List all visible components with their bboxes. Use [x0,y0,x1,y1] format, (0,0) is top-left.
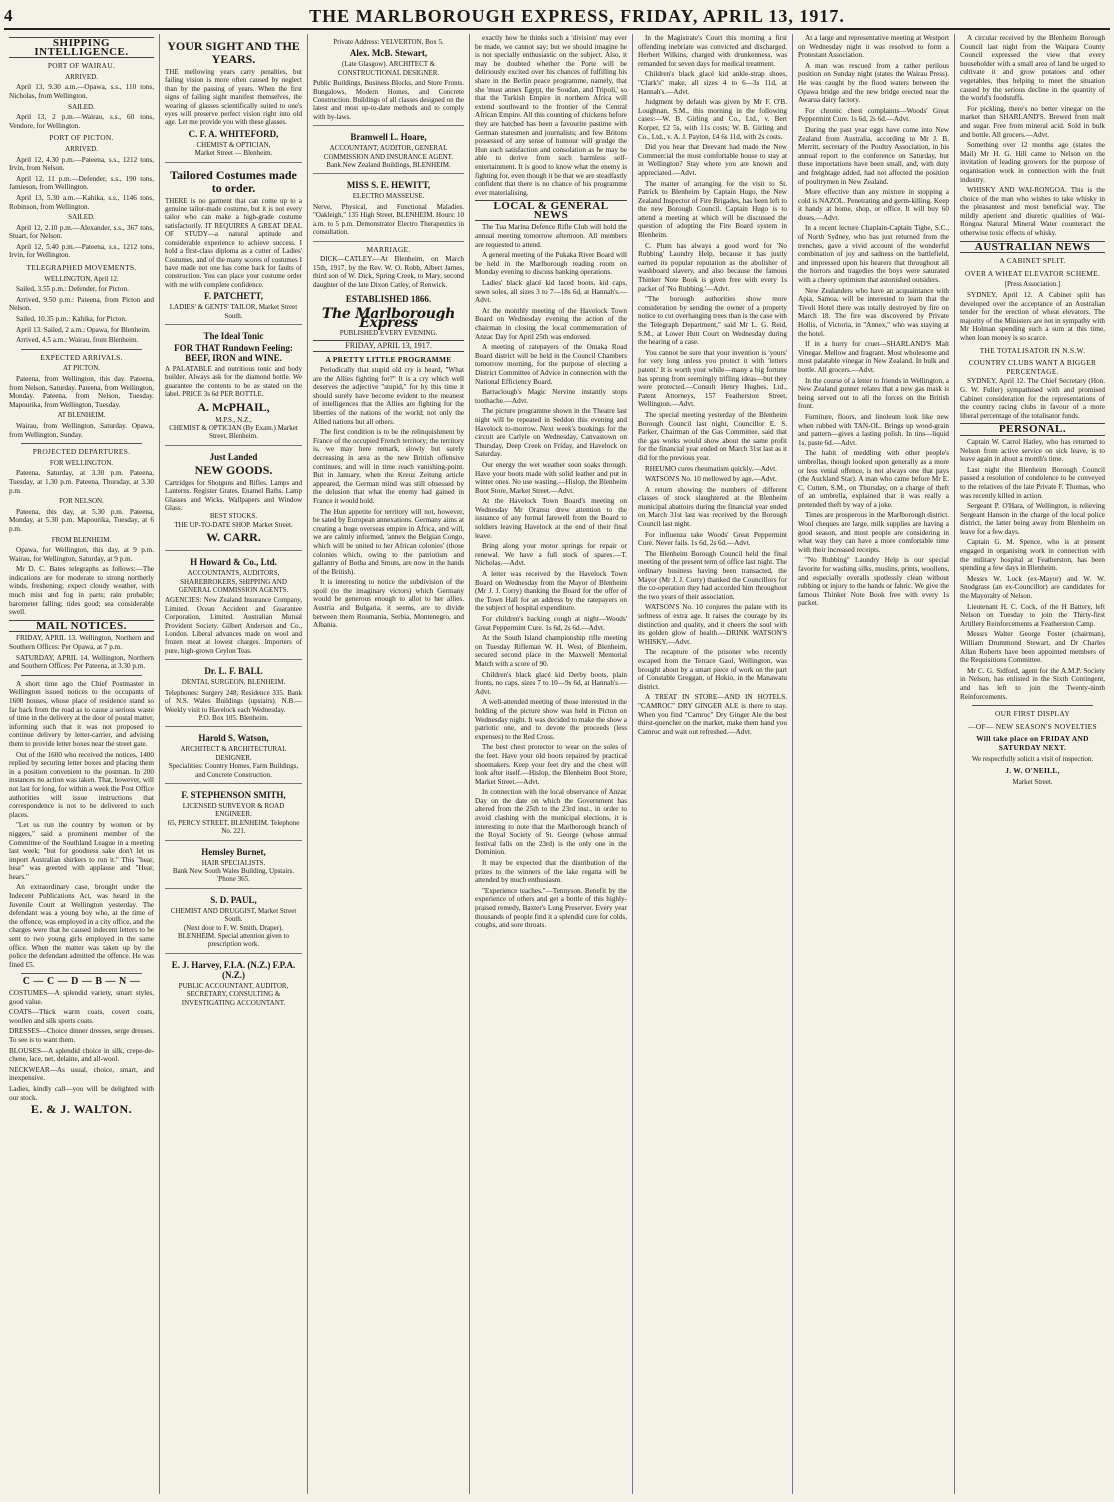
news-item: You cannot be sure that your invention is 'yours' for very long unless you protect it with 'letters patent.' It is worth your while—many a big fortune has sprung from seemingly trifling ideas—but they were protected.—Consult Henry Hughes, Ltd., Patent Attorneys, 157 Featherston Street, Wellington.—Advt. [638,348,787,409]
ad-harvey [165,954,302,1011]
ad-smith [165,784,302,841]
ad-headline: NEW GOODS. [194,462,273,477]
news-item: The picture programme shown in the Theatre last night will be repeated in Seddon this evening and Havelock to-morrow. Next week's bookings for the circuit are Carlyle on Wednesday, Canvastown on Thursday, Deep Creek on Friday, and Havelock on Saturday. [475,407,627,459]
news-item: Ladies' black glacé kid laced boots, kid caps, sewn soles, all sizes 3 to 7—18s 6d, at Hannah's.—Advt. [475,279,627,305]
news-item: For influenza take Woods' Great Peppermint Cure. Never fails. 1s 6d, 2s 6d.—Advt. [638,530,787,548]
news-item: The best chest protector to wear on the soles of the feet. Have your old boots repaired by practical shoemakers. Keep your feet dry and the chest will look after itself.—Hislop, the Blenheim Boot Store, Market Street.—Advt. [475,743,627,786]
news-item: The Blenheim Borough Council held the final meeting of the present term of office last night. The ordinary business having been transacted, the Mayor (Mr J. J. Corry) thanked the Councillors for the co-operation they had accorded him throughout the two years of their association. [638,549,787,601]
subheading: AT BLENHEIM. [57,411,106,420]
news-item: C. Plum has always a good word for 'No Rubbing' Laundry Help, because it has justly earned its popular reputation as the abolisher of washboard slavery, and also because the famous Thinker Note Book is given free with every 1s packet of 'No Rubbing.'—Advt. [638,241,787,293]
ad-watson [165,727,302,784]
page-number: 4 [4,6,13,25]
telegraph-entry: Arrived, 4.5 a.m.: Wairau, from Blenheim. [16,336,139,345]
ad-line: Private Address: YELVERTON, Box 5. [333,38,444,46]
story-headline: THE TOTALISATOR IN N.S.W. [979,345,1086,355]
news-item: During the past year eggs have come into New Zealand from Australia, according to Mr J. B. Merritt, secretary of the Poultry Association, in his annual report to the conference on Saturday, but these importations have been small, and, with duty and freightage added, had not affected the position of poultrymen in New Zealand. [798,125,949,186]
arrived-label: ARRIVED. [65,144,98,153]
news-item: The special meeting yesterday of the Blenheim Borough Council last night, Councillor E. S. Parker, Chairman of the Gas Committee, said that the gas works would show about the same profit for the financial year ended on March 31st last as it did for the previous year. [638,410,787,462]
ad-address: Market Street — Blenheim. [194,149,273,158]
news-item: SYDNEY, April 12. The Chief Secretary (Hon. G. W. Fuller) sympathised with and promised Cabinet consideration for the representations of the country racing clubs in favour of a more liberal percentage of the totalisator funds. [960,377,1105,420]
newspaper-nameplate: The Marlborough Express [321,306,456,331]
ad-title: Tailored Costumes made to order. [170,167,297,195]
ad-advertiser: W. CARR. [206,530,261,545]
news-item: A letter was received by the Havelock Town Board on Wednesday from the Mayor of Blenheim (Mr J. J. Corry) thanking the Board for the offer of the Town Hall for an address by the ratepayers on the subject of hospital expenditure. [475,570,627,613]
column-7 [955,34,1110,1494]
news-item: The matter of arranging for the visit to St. Patrick to Blenheim by Captain Hugo, the New Zealand Inspector of Fire Brigades, has been left to the new Borough Council. Captain Hugo is to attend a meeting at which will be discussed the question of adopting the Fire Board system in Blenheim. [638,179,787,240]
news-item: Did you hear that Deevant had made the New Commercial the most comfortable house to stay at in Wellington? Stay where you are known and appreciated.—Advt. [638,143,787,177]
news-item: Bring along your motor springs for repair or renewal. We have a full stock of spares.—T. Nicholas.—Advt. [475,542,627,568]
ad-ball [165,660,302,727]
news-item: Children's black glacé kid Derby boots, plain fronts, no caps, sizes 7 to 10—9s 6d, at Hannah's.—Advt. [475,670,627,696]
news-item: In a recent lecture Chaplain-Captain Tighe, S.C., of North Sydney, who has just returned from the trenches, gave a vivid account of the wonderful combination of joy and sadness on the battlefield, and impressed upon his hearers that throughout all the horrors and tragedies the boys were saturated with a cheery optimism that astonished outsiders. [798,224,949,285]
news-item: At the South Island championship rifle meeting on Tuesday Rifleman W. H. West, of Blenheim, secured second place in the Maxwell Memorial Match with a score of 90. [475,634,627,668]
news-item: "The borough authorities show more consideration by sending the owner of a property notice to cut overhanging trees than is the case with the Telegraph Department," said Mr L. G. Reid, S.M., at Lower Hutt Court on Wednesday during the hearing of a case. [638,295,787,347]
ad-subtitle: ELECTRO MASSEUSE. [352,192,425,201]
port-wairau-heading: PORT OF WAIRAU. [47,61,116,71]
sailed-label: SAILED. [68,213,95,222]
ad-subtitle: DENTAL SURGEON, BLENHEIM. [181,678,286,687]
expected-entry: Wairau, from Wellington, Saturday. Opawa, from Wellington, Sunday. [9,421,154,439]
ad-address: Market Street. [1012,777,1053,786]
ad-subtitle: ACCOUNTANT, AUDITOR, GENERAL COMMISSION AND INSURANCE AGENT. [323,144,454,161]
news-paragraph: A short time ago the Chief Postmaster in Wellington issued notices to the occupants of 1600 houses, whose place of residence stand so far back from the road as to cause a serious waste of time in the delivery at the door of postal matter, informing such that it was not proposed to continue delivery by letter-carrier, and advising them to provide letter boxes near the street gate. [9,679,154,748]
ad-text: THERE is no garment that can come up to a genuine tailor-made costume, but it is not every tailor who can make a high-grade costume satisfactorily. IT REQUIRES A GREAT DEAL OF STUDY—a natural aptitude and considerable experience to achieve success. I hold a first-class diploma as a cutter of Ladies' Costumes, and of the many scores of costumes I have made not one has come back for faults of construction. You can place your costume order with me with complete confidence. [165,196,302,289]
personal-item: Captain G. M. Spence, who is at present engaged in organising work in connection with the military hospital at Featherston, has been spending a few days in Blenheim. [960,538,1105,573]
marriage-notice: DICK—CATLEY.—At Blenheim, on March 15th, 1917, by the Rev. W. O. Robb, Albert James, third son of W. Dick, Spring Creek, to Mary, second daughter of the late Dixon Catley, of Renwick. [313,255,464,289]
departure-entry: Opawa, for Wellington, this day, at 9 p.m. Wairau, for Wellington, Saturday, at 9 p.m. [9,546,154,563]
ad-advertiser: J. W. O'NEILL, [1005,766,1060,776]
ad-advertiser: S. D. PAUL, [210,894,257,905]
ad-title: The Ideal Tonic [203,330,264,341]
personal-item: Last night the Blenheim Borough Council passed a resolution of condolence to be conveyed to the relatives of the late Private F. Thomas, who was recently killed in action. [960,465,1105,500]
news-item: At the monthly meeting of the Havelock Town Board on Wednesday evening the action of the chairman in closing the local commemoration of Anzac Day for April 25th was endorsed. [475,306,627,341]
ad-address: P.O. Box 105. Blenheim. [198,713,269,722]
ad-text: Specialities: Country Homes, Farm Buildings, and Concrete Construction. [168,762,299,779]
telegraph-entry: Sailed, 3.55 p.m.: Defender, for Picton. [16,285,129,294]
personal-item: Messrs Walter George Foster (chairman), William Drummond Stewart, and Dr Charles Allan Roberts have been appointed members of the Requisitions Committee. [960,630,1105,665]
telegraph-entry: Arrived, 9.50 p.m.: Pateena, from Picton and Nelson. [9,295,154,313]
news-item: In the Magistrate's Court this morning a first offending inebriate was convicted and discharged. Herbert Wilkins, charged with drunkenness, was remanded for seven days for medical treatment. [638,34,787,68]
arrival-entry: April 12, 11 p.m.—Defender, s.s., 190 tons, Jamieson, from Wellington. [9,174,154,192]
ad-line: THE UP-TO-DATE SHOP. Market Street. [174,520,293,529]
ad-advertiser: A. McPHAIL, [197,399,270,414]
news-paragraph: Out of the 1600 who received the notices, 1400 replied by securing letter boxes and placing them in a position convenient to the postman. In 200 instances no action was taken. That, however, will not last for long, for within a week the Post Office authorities will issue instructions that correspondence is not to be delivered to such places. [9,750,154,819]
ad-text: 65, PERCY STREET, BLENHEIM. Telephone No. 221. [167,818,300,836]
ad-title: YOUR SIGHT AND THE YEARS. [167,39,300,66]
personal-item: Captain W. Carrol Hatley, who has returned to Nelson from active service on sick leave, is to leave again in about a month's time. [960,437,1105,464]
story-subheadline: OVER A WHEAT ELEVATOR SCHEME. [964,268,1101,278]
published-line: PUBLISHED EVERY EVENING. [339,329,438,338]
ad-subtitle: CHEMIST & OPTICIAN, [196,140,271,149]
news-item: Barraclough's Magic Nervine instantly stops toothache.—Advt. [475,388,627,405]
editorial-paragraph: The Hun appetite for territory will not, however, be sated by European annexations. Germany aims at creating a huge overseas empire in Africa, and will, we are calmly informed, 'annex the Belgian Congo, which will be united to her African colonies' (those colonies which, owing to the patriotism and gallantry of Botha and Smuts, are now in the hands of the British). [313,507,464,576]
ad-text: PUBLIC ACCOUNTANT, AUDITOR, SECRETARY, CONSULTING & INVESTIGATING ACCOUNTANT. [178,981,289,1007]
ad-patchett [165,163,302,325]
news-item: SYDNEY, April 12. A Cabinet split has developed over the acceptance of an Australian tender for the erection of wheat elevators. The majority of the Ministers are not in sympathy with Mr Holman spending such a sum at this time, when loan money is so scarce. [960,291,1105,342]
story-subheadline: COUNTRY CLUBS WANT A BIGGER PERCENTAGE. [968,358,1097,376]
arrival-entry: April 12, 4.30 p.m.—Pateena, s.s., 1212 tons, Irvin, from Nelson. [9,155,154,173]
ad-mcphail [165,325,302,446]
established-line: ESTABLISHED 1866. [345,294,432,305]
ad-paul [165,889,302,954]
personal-item: Messrs W. Lock (ex-Mayor) and W. W. Snodgrass (an ex-Councillor) are candidates for the Mayoralty of Nelson. [960,574,1105,601]
ad-subtitle: (Late Glasgow). ARCHITECT & CONSTRUCTIONAL DESIGNER. [337,60,440,77]
telegraph-entry: Sailed, 10.35 p.m.: Kahika, for Picton. [16,315,127,324]
editorial-paragraph: Periodically that stupid old cry is heard, "What are the Allies fighting for?" It is a cry which well deserves the adjective "stupid," for by this time it should surely have become evident to the meanest of intelligences that the Allies are fighting for the liberties of the nations of the world; not only the Allied nations but all others. [313,366,464,426]
news-item: If in a hurry for cruet—SHARLAND'S Malt Vinegar. Mellow and fragrant. Most wholesome and most palatable vinegar in New Zealand. In bulk and bottle. All grocers.—Advt. [798,340,949,374]
ad-advertiser: H Howard & Co., Ltd. [190,557,277,568]
ad-advertiser: Harold S. Watson, [198,733,269,744]
marriage-heading: MARRIAGE. [366,244,411,254]
personal-item: Lieutenant H. C. Cock, of the H Battery, left Nelson on Tuesday to join the Thirty-first Artillery Reinforcements at Featherston Camp. [960,602,1105,628]
masthead-title: THE MARLBOROUGH EXPRESS, FRIDAY, APRIL 13, 1917. [309,5,845,26]
news-item: A man was rescued from a rather perilous position on Sunday night (states the Wairau Press). He was caught by the flood waters between the Opawa bridge and the new bridge erected near the Awarua dairy factory. [798,61,949,105]
ad-advertiser: Hemsley Burnet, [201,846,266,857]
ad-howard [165,551,302,660]
editorial-paragraph: It is interesting to notice the subdivision of the spoil (to the imaginary victors) which Germany would be generous enough to allot to her allies. Austria and Bulgaria, it seems, are to divide between them Roumania, Serbia, Montenegro, and Albania. [313,578,464,630]
column-2 [160,34,308,1494]
news-item: "Experience teaches."—Tennyson. Benefit by the experience of others and get a bottle of this highly-praised remedy, Baxter's Lung Preserver. Every year thousands of people find it a splendid cure for colds, coughs, and sore throats. [475,886,627,930]
news-item: For pickling, there's no better vinegar on the market than SHARLAND'S. Brewed from malt and sugar. Free from mineral acid. Sold in bulk and bottle. All grocers.—Advt. [960,104,1105,139]
subheading: FROM BLENHEIM. [51,535,112,544]
telegraph-heading: TELEGRAPHED MOVEMENTS. [26,263,137,273]
ad-text: Public Buildings, Business Blocks, and Store Fronts. Bungalows, Modern Homes, and Concrete Construction. Buildings of all classes designed on the latest and most up-to-date methods and to comply with by-laws. [313,79,464,121]
ad-text: Will take place on FRIDAY AND SATURDAY NEXT. [976,734,1089,752]
sailed-label: SAILED. [68,102,95,111]
mail-entry: FRIDAY, APRIL 13. Wellington, Northern and Southern Offices: Per Opawa, at 7 p.m. [9,634,154,652]
dateline: WELLINGTON, April 12. [44,274,119,283]
news-item: "No Rubbing" Laundry Help is our special favorite for washing silks, muslins, prints, woollens, and especially overalls spotlessly clean without rubbing or injury to the hands or fabric. We give the famous Thinker Note Book free with every 1s packet. [798,556,949,608]
sailing-entry: April 13, 2 p.m.—Wairau, s.s., 60 tons, Vendore, for Wellington. [9,113,154,130]
ad-line: DRESSES—Choice dinner dresses, serge dresses. To see is to want them. [9,1027,154,1044]
news-item: At a large and representative meeting at Westport on Wednesday night it was resolved to form a Protestant Association. [798,34,949,60]
ad-text: Nerve, Physical, and Functional Maladies. "Oakleigh," 135 High Street, BLENHEIM. Hours: 10 a.m. to 5 p.m. Demonstrator Electro Therapeutics in consultation. [313,202,464,237]
news-item: WATSON'S No. 10 conjures the palate with its softness of extra age. It raises the courage by its distinction and quality, and it cheers the soul with its golden glow of health.—DRINK WATSON'S WHISKY.—Advt. [638,603,787,646]
ad-credentials: M.P.S., N.Z., [215,415,252,424]
news-item: New Zealanders who have an acquaintance with Apia, Samoa, will be interested to learn that the Tivoli Hotel there was totally destroyed by fire on March 18. The fire was discovered by Private Hollis, of Victoria, in "Annex," who was staying at the hotel. [798,286,949,338]
ad-line: COATS—Thick warm coats, covert coats, woollen and silk sports coats. [9,1008,154,1025]
news-paragraph: An extraordinary case, brought under the Indecent Publications Act, was heard in the Juvenile Court at Wellington yesterday. The defendant was a young boy who, at the time of the offence, was employed in a city office, and the charges were that he caused indecent letters to be sent to two young girls employed in the same office. When the matter was taken up by the police the defendant admitted the offence. He was fined £5. [9,883,154,969]
port-picton-heading: PORT OF PICTON. [49,133,114,143]
newspaper-page [4,4,1110,1494]
news-item: Our energy the wet weather soon soaks through. Have your boots made with solid leather and put in winter ones. No use wasting.—Hislop, the Blenheim Boot Store, Market Street.—Advt. [475,460,627,495]
ad-advertiser: F. STEPHENSON SMITH, [181,789,286,800]
column-5 [633,34,793,1494]
editorial-paragraph: exactly how he thinks such a 'division' may ever be made, we cannot say; but we should imagine he is not specially enthusiastic on the subject. Also, it may be doubted whether the Porte will be deliriously excited over his chances of fulfilling his share in the Berlin peace programme, namely, that she 'must annex Egypt, the Soudan, and Tripoli,' so that the Turkish Empire in northern Africa will extend southward to the frontier of the Central African Empire. All this counting of chickens before they are hatched has been a favourite pastime with German statesmen and journalists; and few Britons possessed of any sense of humour will grudge the Hun such satisfaction and consolation as he may be able to derive from such harmless self-entertainment. It is good to know what the enemy is fighting for, even though it be that we are steadfastly confident that there is no chance of his programme ever materialising. [475,34,627,197]
ad-advertiser: MISS S. E. HEWITT, [346,180,431,191]
sailing-entry: April 12, 2.10 p.m.—Alexander, s.s., 367 tons, Stuart, for Nelson. [9,223,154,241]
news-item: The recapture of the prisoner who recently escaped from the Terrace Gaol, Wellington, was brought about by a smart piece of work on the part of Constable Greggan, of Hokio, in the Manawatu district. [638,648,787,691]
ad-line: NECKWEAR—As usual, choice, smart, and inexpensive. [9,1065,154,1083]
news-item: Times are prosperous in the Marlborough district. Wool cheques are large, milk supplies are having a good season, and most people are considering in what way they can have a more comfortable time with their increased receipts. [798,511,949,554]
news-item: WHISKY AND WAI-RONGOA. This is the choice of the man who wishes to take whisky in the pleasantest and most beneficial way. The mildly aperient and diuretic qualities of Wai-Rongoa Natural Mineral Water counteract the otherwise toxic effects of whisky. [960,186,1105,238]
ad-hewitt [313,174,464,241]
personal-item: Sergeant P. O'Hara, of Wellington, is relieving Sergeant Hanson in the charge of the local police district, the latter being away from Blenheim on leave for a few days. [960,502,1105,536]
expected-heading: EXPECTED ARRIVALS. [40,352,123,362]
news-paragraph: "Let us run the country by women or by niggers," said a prominent member of the Committee of the Southland League in a meeting last week; "but for goodness sake don't let us import Australian shirkers to run it." This "hear, hear" was greeted with applause and "Hear, hears." [9,821,154,881]
news-item: Children's black glacé kid ankle-strap shoes, "Clark's" make, all sizes 4 to 6—3s 11d, at Hannah's.—Advt. [638,70,787,96]
personal-heading: PERSONAL. [960,423,1105,436]
news-item: Judgment by default was given by Mr F. O'B. Loughnan, S.M., this morning in the following cases:—W. B. Girling and Co., Ltd., v. Bert Korper, £2 5s, with 11s costs; W. B. Girling and Co., Ltd., v. A. J. Payton, £4 6s 11d, with 2s costs. [638,98,787,141]
ad-advertiser: Dr. L. F. BALL [204,666,263,677]
telegraph-entry: April 13. Sailed, 2 a.m.: Opawa, for Blenheim. [16,325,151,334]
subheading: FOR WELLINGTON. [49,458,114,467]
news-item: RHEUMO cures rheumatism quickly.—Advt. [645,464,777,473]
australian-news-heading: AUSTRALIAN NEWS [960,241,1105,254]
masthead [4,4,1110,30]
news-item: A return showing the numbers of different classes of stock slaughtered at the Blenheim municipal abattoirs during the financial year ended on March 31st last was received by the Borough Council last night. [638,485,787,529]
mail-entry: SATURDAY, APRIL 14. Wellington, Northern and Southern Offices: Per Pateena, at 3.30 p.m. [9,653,154,671]
news-item: For chronic chest complaints—Woods' Great Peppermint Cure. 1s 6d, 2s 6d.—Advt. [798,106,949,124]
news-item: The Tua Marina Defence Rifle Club will hold the annual meeting tomorrow afternoon. All members are requested to attend. [475,223,627,249]
ad-text: Bank New South Wales Building, Upstairs. 'Phone 365. [172,866,295,884]
news-item: WATSON'S No. 10 mellowed by age.—Advt. [645,475,777,484]
departure-entry: Pateena, Saturday, at 3.30 p.m. Pateena, Tuesday, at 1.30 p.m. Pateena, Thursday, at 3.30 p.m. [9,469,154,495]
ad-text: THE mellowing years carry penalties, but failing vision is more often caused by neglect than by the passing of years. When the first signs of failing sight manifest themselves, the wearing of glasses scientifically suited to one's eyes will preserve perfect vision right into old age. Let me provide you with these glasses. [165,68,302,127]
ad-headline: OUR FIRST DISPLAY [995,709,1070,719]
editorial-dateline: FRIDAY, APRIL 13, 1917. [313,340,464,353]
subheading: AT PICTON. [62,364,101,373]
column-6 [793,34,955,1494]
ad-text: Bank New Zealand Buildings, BLENHEIM. [326,161,451,170]
ad-text: We respectfully solicit a visit of inspection. [971,754,1094,763]
ad-whiteford [165,34,302,163]
ad-burnet [165,841,302,889]
news-item: A general meeting of the Pukaka River Board will be held in the Marlborough reading room on Monday evening to discuss banking operations. [475,251,627,277]
ad-line: Ladies, kindly call—you will be delighted with our stock. [9,1084,154,1102]
ad-text: A PALATABLE and nutritious tonic and body builder. Always ask for the diamond bottle. We guarantee the contents to be as stated on the label. PRICE 3s 6d PER BOTTLE. [165,364,302,399]
departure-entry: Pateena, this day, at 5.30 p.m. Pateena, Monday, at 5.30 p.m. Mapourika, Tuesday, at 6 p.m. [9,507,154,533]
news-item: Furniture, floors, and linoleum look like new when rubbed with TAN-OL. Brings up wood-grain and pattern—gives a lasting polish. In tins—liquid 1s, paste 6d.—Advt. [798,412,949,447]
ad-carr [165,446,302,551]
ad-subtitle: ACCOUNTANTS, AUDITORS, SHAREBROKERS, SHIPPING AND GENERAL COMMISSION AGENTS. [178,569,289,595]
ad-headline: —OF— NEW SEASON'S NOVELTIES [968,721,1097,731]
ad-text: Telephones: Surgery 248; Residence 335. Bank of N.S. Wales Buildings (upstairs). N.B.—Weekly visit to Havelock each Wednesday. [165,688,302,714]
column-1 [4,34,160,1494]
personal-item: Mr C. G. Sidford, agent for the A.M.P. Society in Nelson, has enlisted in the Sixth Contingent, and has left to join the Twenty-ninth Reinforcements. [960,666,1105,701]
walton-ad-signature: E. & J. WALTON. [30,1102,133,1117]
ad-advertiser: Bramwell L. Hoare, [350,132,427,143]
news-item: In the course of a letter to friends in Wellington, a New Zealand gunner relates that a new gas mask is being served out to all the forces on the British front. [798,376,949,411]
news-item: A TREAT IN STORE—AND IN HOTELS. "CAMROC" DRY GINGER ALE is there to stay. When you find "Camroc" Dry Ginger Ale the best thirst-quencher on the market, make them hand you Camroc and wait out refreshed.—Advt. [638,693,787,736]
column-4 [470,34,633,1494]
news-item: In connection with the local observance of Anzac Day on the date on which the Government has altered from the 25th to the 23rd inst., in order to avoid clashing with the municipal elections, it is interesting to note that the Marlborough branch of the Royal Society of St. George (whose annual festival falls on the 23rd) is the only one in the Dominion. [475,788,627,857]
editorial-title: A PRETTY LITTLE PROGRAMME [325,355,452,365]
ad-line: BLOUSES—A splendid choice in silk, crepe-de-chene, lace, net, delaine, and all-wool. [9,1046,154,1064]
ad-stewart [313,34,464,126]
ad-subtitle: FOR THAT Rundown Feeling: BEEF, IRON and WINE. [174,342,293,363]
ad-advertiser: E. J. Harvey, F.I.A. (N.Z.) F.P.A. (N.Z.) [171,959,296,980]
ad-advertiser: C. F. A. WHITEFORD, [188,128,279,139]
column-3 [308,34,470,1494]
ad-title: Just Landed [209,451,258,462]
ad-line: BEST STOCKS. [209,512,258,521]
ad-hoare [313,126,464,174]
ad-subtitle: CHEMIST AND DRUGGIST, Market Street South. [170,906,297,924]
arrival-entry: April 13, 5.30 a.m.—Kahika, s.s., 1146 tons, Robinson, from Wellington. [9,193,154,211]
expected-entry: Pateena, from Wellington, this day. Pateena, from Nelson, Saturday. Pateena, from Wellington, Monday. Pateena, from Nelson, Tuesday. Mapourika, from Wellington, Tuesday. [9,375,154,409]
columns [4,34,1110,1494]
ad-subtitle: LADIES' & GENTS' TAILOR, Market Street South. [169,303,298,320]
local-news-heading: LOCAL & GENERAL NEWS [475,200,627,221]
news-item: It may be expected that the distribution of the prizes to the winners of the lake regatta will be attended by much enthusiasm. [475,859,627,885]
press-credit: [Press Association.] [1004,280,1061,289]
ad-subtitle: LICENSED SURVEYOR & ROAD ENGINEER. [182,801,285,819]
mail-heading: MAIL NOTICES. [9,620,154,633]
shipping-heading: SHIPPING INTELLIGENCE. [9,37,154,58]
sailing-entry: April 12, 5.40 p.m.—Pateena, s.s., 1212 tons, Irvin, for Wellington. [9,242,154,260]
news-item: A meeting of ratepayers of the Omaka Road Board district will be held in the Council Chambers tomorrow morning, for the purpose of electing a District Committee of Advice in connection with the National Efficiency Board. [475,343,627,386]
projected-heading: PROJECTED DEPARTURES. [32,447,131,457]
ad-text: AGENCIES: New Zealand Insurance Company, Limited. Ocean Accident and Guarantee Corporation, Limited. Australian Mutual Provident Society. Gilbert Anderson and Co., London. Liberal advances made on wool and frozen meat at lowest charges. Importers of pure, high-grown Ceylon Teas. [165,596,302,655]
news-item: More effective than any mixture in stopping a cold is NAZOL. Penetrating and germ-killing. Keep it handy at home, shop, or office. It will buy 60 doses.—Advt. [798,188,949,222]
ad-subtitle: HAIR SPECIALISTS. [201,858,266,867]
news-item: At the Havelock Town Board's meeting on Wednesday Mr Oransu drew attention to the issuance of any formal farewell from the Board to soldiers leaving Havelock at the end of their final leave. [475,497,627,540]
news-item: For children's hacking cough at night—Woods' Great Peppermint Cure. 1s 6d, 2s 6d.—Advt. [475,615,627,632]
ad-advertiser: Alex. McB. Stewart, [349,48,428,59]
ad-line: COSTUMES—A splendid variety, smart styles, good value. [9,989,154,1006]
ad-advertiser: F. PATCHETT, [204,291,263,302]
ccdbn-heading: C — C — D — B — N — [22,976,141,988]
ad-text: Cartridges for Shotguns and Rifles. Lamps and Lanterns. Register Grates. Enamel Baths. Lamp Glasses and Wicks. Wallpapers and Window Glass. [165,478,302,512]
story-headline: A CABINET SPLIT. [999,256,1066,266]
news-item: A well-attended meeting of those interested in the holding of the picture show was held in Picton on Wednesday night. It was decided to make the show a patriotic one, and to devote the proceeds (less expenses) to the Red Cross. [475,698,627,741]
editorial-paragraph: The first condition is to be the relinquishment by France of the occupied French territory; the territory is, we may here remark, slowly but surely decreasing in area as the new British offensive continues, and will in time reach vanishing-point. But in January, when the Kreuz Zeitung article appeared, the German mind was still obsessed by the delusion that what the enemy had gained in France it would hold. [313,428,464,505]
ad-address: CHEMIST & OPTICIAN (By Exam.) Market Street, Blenheim. [169,423,298,441]
subheading: FOR NELSON. [59,497,104,506]
arrived-label: ARRIVED. [65,72,98,81]
news-item: The habit of meddling with other people's umbrellas, though looked upon generally as a more or less venial offence, is not always one that pays (the Auckland Star). A man who came before Mr E. C. Cutten, S.M., on Thursday, on a charge of theft of an umbrella, explained that it was really a pretended theft by way of a joke. [798,449,949,509]
arrival-entry: April 13, 9.30 a.m.—Opawa, s.s., 110 tons, Nicholas, from Wellington. [9,83,154,100]
ad-subtitle: ARCHITECT & ARCHITECTURAL DESIGNER. [180,745,287,762]
news-item: Something over 12 months ago (states the Mail) Mr H. G. Hill came to Nelson on the invitation of leading growers for the purpose of organisation work in connection with the fruit industry. [960,141,1105,184]
weather-report: Mr D. C. Bates telegraphs as follows:—The indications are for moderate to strong northerly winds, freshening; expect cloudy weather, with much mist and fog in parts; rain probable; barometer falling; tides good; sea considerable swell. [9,565,154,617]
ad-text: (Next door to F. W. Smith, Draper). BLENHEIM. Special attention given to prescription work. [177,923,289,949]
news-item: A circular received by the Blenheim Borough Council last night from the Waipara County Council expressed the view that every householder with a small area of land be urged to cultivate it and grow potatoes and other vegetables, thus helping to meet the situation caused by the serious decline in the quantity of the world's foodstuffs. [960,34,1105,103]
